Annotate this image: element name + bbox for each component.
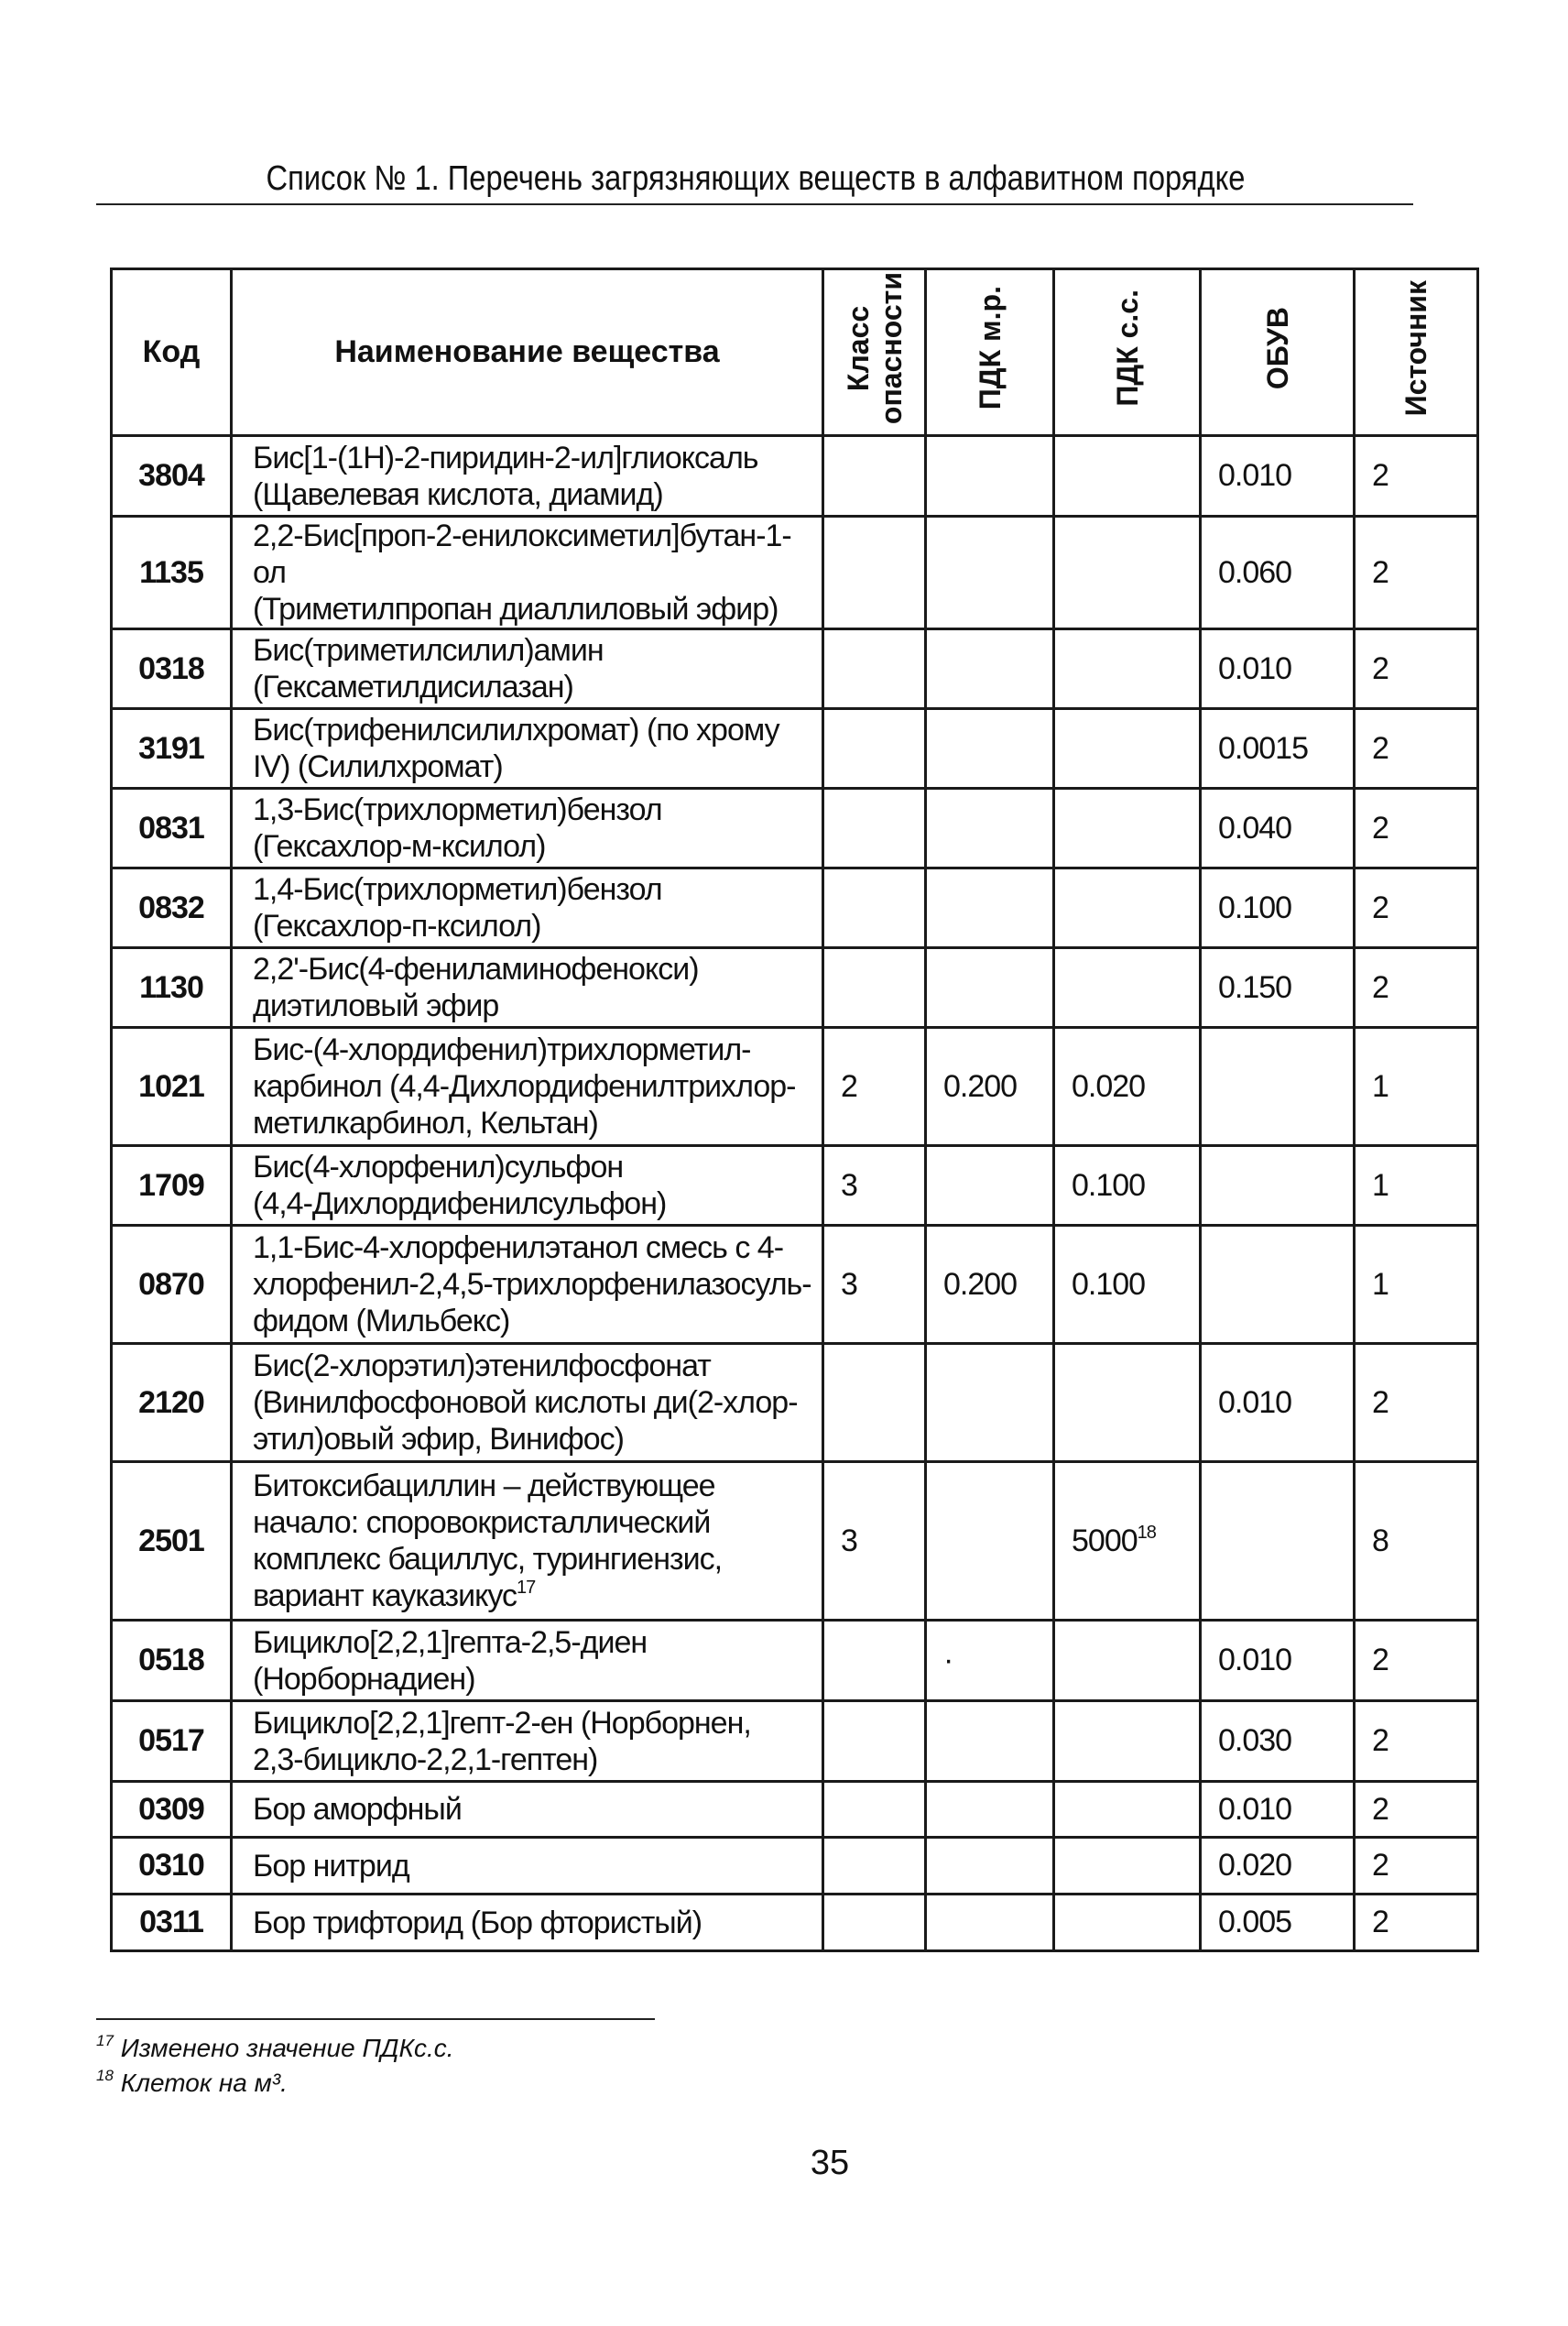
header-name: Наименование вещества [232,269,823,436]
row-name-line [253,476,814,513]
row-pdk-ss [1054,868,1201,948]
row-pdk-ss [1054,1226,1201,1344]
row-hazard-class [823,629,926,709]
row-name-text: 1,3-Бис(трихлорметил)бензол [253,792,662,827]
row-name-text: Бис(2-хлорэтил)этенилфосфонат [253,1349,711,1383]
row-hazard-class [823,517,926,629]
row-code: 1709 [112,1146,232,1226]
row-source: 2 [1355,1621,1478,1701]
header-code: Код [112,269,232,436]
row-name-text: Бицикло[2,2,1]гепта-2,5-диен [253,1624,648,1660]
row-pdk-mr: 0.200 [926,1226,1054,1344]
row-source: 1 [1355,1226,1478,1344]
row-hazard-class [823,868,926,948]
row-code: 0518 [112,1621,232,1701]
row-source: 2 [1355,1895,1478,1951]
row-name-line [253,828,814,865]
row-name-line [253,1504,814,1541]
row-pdk-mr: 0.200 [926,1028,1054,1146]
row-name-text: (Гексахлор-п-ксилол) [253,909,541,944]
footnote-rule [96,2018,655,2020]
row-name [232,1701,823,1782]
row-source: 2 [1355,436,1478,517]
row-name [232,1146,823,1226]
row-name-text: Бис(триметилсилил)амин [253,633,604,668]
row-pdk-mr [926,517,1054,629]
row-name-text: Бор аморфный [253,1792,462,1827]
row-pdk-mr: · [926,1621,1054,1701]
row-source: 2 [1355,517,1478,629]
row-name-line [253,1032,814,1068]
row-name-text: 1,4-Бис(трихлорметил)бензол [253,872,662,907]
row-name [232,1621,823,1701]
row-name-line [253,1661,814,1698]
header-pdk-ss-label: ПДК с.с. [1110,289,1144,407]
row-pdk-ss [1054,1701,1201,1782]
page-title: Список № 1. Перечень загрязняющих веществ в алфавитном порядке [266,159,1246,198]
row-source: 1 [1355,1028,1478,1146]
table-row [112,1462,1478,1621]
row-pdk-ss-value: 0.100 [1072,1266,1146,1302]
row-code: 0517 [112,1701,232,1782]
row-name-line [253,1468,814,1504]
row-name-text: Бис(трифенилсилилхромат) (по хрому [253,713,779,748]
row-name-text: (Гексаметилдисилазан) [253,670,573,704]
row-name-line [253,1624,814,1661]
row-name-line [253,632,814,669]
row-pdk-mr [926,1146,1054,1226]
row-code: 3191 [112,709,232,789]
row-obuv: 0.010 [1201,436,1355,517]
table-row [112,1701,1478,1782]
row-pdk-ss-value: 0.020 [1072,1068,1146,1104]
row-name-text: (4,4-Дихлордифенилсульфон) [253,1186,667,1221]
row-name-text: 1,1-Бис-4-хлорфенилэтанол смесь с 4- [253,1230,784,1265]
row-obuv: 0.010 [1201,1344,1355,1462]
row-pdk-ss [1054,1838,1201,1895]
row-pdk-ss [1054,948,1201,1028]
row-name [232,629,823,709]
row-name [232,1895,823,1951]
row-name [232,1838,823,1895]
row-name-line [253,1149,814,1185]
row-code: 1130 [112,948,232,1028]
row-name-line [253,518,814,591]
row-name-line [253,908,814,945]
row-pdk-mr [926,1701,1054,1782]
row-pdk-ss [1054,629,1201,709]
row-hazard-class [823,1344,926,1462]
footnote-17-mark: 17 [96,2032,114,2049]
row-code: 0311 [112,1895,232,1951]
row-name-text: фидом (Мильбекс) [253,1304,510,1338]
row-hazard-class: 3 [823,1146,926,1226]
header-pdk-ss [1054,269,1201,436]
footnote-ref: 17 [516,1578,536,1598]
row-name-line [253,1578,814,1614]
row-hazard-class [823,948,926,1028]
row-name-text: 2,3-бицикло-2,2,1-гептен) [253,1742,598,1777]
row-obuv: 0.100 [1201,868,1355,948]
row-name [232,789,823,868]
row-name-text: 2,2'-Бис(4-фениламинофенокси) [253,952,699,987]
row-name-text: начало: споровокристаллический [253,1505,711,1540]
header-pdk-mr-label: ПДК м.р. [973,286,1007,410]
row-source: 2 [1355,629,1478,709]
row-hazard-class: 3 [823,1226,926,1344]
row-name-line [253,871,814,908]
row-obuv: 0.150 [1201,948,1355,1028]
table-row [112,436,1478,517]
row-name-text: диэтиловый эфир [253,988,499,1023]
row-name-text: вариант кауказикус [253,1578,517,1613]
row-obuv: 0.010 [1201,1621,1355,1701]
row-name-text: (Гексахлор-м-ксилол) [253,829,546,864]
row-pdk-mr [926,709,1054,789]
table-row [112,1226,1478,1344]
row-code: 0831 [112,789,232,868]
substances-table [110,268,1479,1952]
row-name-line [253,1303,814,1339]
row-hazard-class: 3 [823,1462,926,1621]
row-name-line [253,748,814,785]
row-source: 2 [1355,789,1478,868]
row-name [232,1782,823,1838]
table-row [112,629,1478,709]
row-name-line [253,988,814,1024]
table-header-row [112,269,1478,436]
footnote-17-text: Изменено значение ПДКс.с. [120,2034,454,2062]
row-name-line [253,1705,814,1742]
row-pdk-ss [1054,1028,1201,1146]
row-source: 2 [1355,1344,1478,1462]
footnote-18-mark: 18 [96,2067,114,2084]
footnote-ref: 18 [1137,1522,1156,1543]
row-name [232,868,823,948]
row-name-text: Бор трифторид (Бор фтористый) [253,1905,702,1940]
row-name [232,948,823,1028]
row-hazard-class [823,1621,926,1701]
row-name-text: 2,2-Бис[проп-2-енилоксиметил]бутан-1-ол [253,519,791,590]
row-source: 1 [1355,1146,1478,1226]
row-name-text: хлорфенил-2,4,5-трихлорфенилазосуль- [253,1267,811,1302]
table-row [112,517,1478,629]
row-name-text: IV) (Силилхромат) [253,749,503,784]
table-row [112,1146,1478,1226]
row-name [232,709,823,789]
row-source: 2 [1355,948,1478,1028]
footnote-18-text: Клеток на м³. [120,2069,288,2097]
row-code: 3804 [112,436,232,517]
row-name [232,436,823,517]
row-hazard-class [823,1838,926,1895]
row-pdk-ss [1054,1344,1201,1462]
row-hazard-class [823,709,926,789]
row-code: 0310 [112,1838,232,1895]
table-row [112,1838,1478,1895]
row-pdk-mr [926,789,1054,868]
row-obuv: 0.040 [1201,789,1355,868]
row-pdk-mr [926,1462,1054,1621]
row-code: 0870 [112,1226,232,1344]
row-source: 2 [1355,1838,1478,1895]
row-name-line [253,1384,814,1421]
row-pdk-mr [926,629,1054,709]
row-source: 2 [1355,1782,1478,1838]
row-name-line [253,1742,814,1778]
table-row [112,1895,1478,1951]
row-name-text: (Триметилпропан диаллиловый эфир) [253,592,779,627]
row-name-line [253,1905,814,1941]
title-rule [96,203,1413,205]
row-obuv [1201,1146,1355,1226]
row-pdk-ss [1054,1782,1201,1838]
table-row [112,868,1478,948]
row-pdk-mr [926,436,1054,517]
page-number: 35 [810,2144,850,2182]
row-name-line [253,591,814,628]
table-row [112,1028,1478,1146]
row-name [232,517,823,629]
row-hazard-class [823,1895,926,1951]
row-name-line [253,1105,814,1141]
row-pdk-ss [1054,1621,1201,1701]
footnote-18 [96,2067,288,2100]
row-name-line [253,951,814,988]
row-code: 0318 [112,629,232,709]
row-pdk-mr [926,1782,1054,1838]
row-hazard-class [823,436,926,517]
row-obuv [1201,1462,1355,1621]
table-row [112,948,1478,1028]
table-row [112,1621,1478,1701]
row-name-text: (Щавелевая кислота, диамид) [253,476,663,512]
header-source [1355,269,1478,436]
row-pdk-ss [1054,1146,1201,1226]
row-pdk-ss [1054,709,1201,789]
row-name-line [253,1185,814,1222]
row-pdk-mr [926,1895,1054,1951]
row-code: 1135 [112,517,232,629]
row-obuv [1201,1226,1355,1344]
row-name-text: комплекс бациллус, турингиензис, [253,1542,723,1577]
row-name-line [253,440,814,476]
row-hazard-class [823,1782,926,1838]
row-source: 8 [1355,1462,1478,1621]
row-obuv [1201,1028,1355,1146]
row-obuv: 0.0015 [1201,709,1355,789]
header-source-label: Источник [1399,279,1432,417]
row-name-text: Бис[1-(1H)-2-пиридин-2-ил]глиоксаль [253,440,758,475]
row-name [232,1028,823,1146]
row-name-text: Бис-(4-хлордифенил)трихлорметил- [253,1032,751,1067]
row-pdk-ss [1054,517,1201,629]
row-hazard-class [823,789,926,868]
row-pdk-mr [926,1344,1054,1462]
table-row [112,789,1478,868]
footnote-17 [96,2032,454,2065]
row-obuv: 0.060 [1201,517,1355,629]
row-name-line [253,712,814,748]
row-name [232,1226,823,1344]
row-name-text: этил)овый эфир, Винифос) [253,1422,624,1457]
row-name-line [253,669,814,705]
row-source: 2 [1355,868,1478,948]
header-hazard-class [823,269,926,436]
row-obuv: 0.010 [1201,1782,1355,1838]
header-pdk-mr [926,269,1054,436]
table-row [112,1782,1478,1838]
row-name-text: Битоксибациллин – действующее [253,1469,715,1503]
row-name [232,1462,823,1621]
table-row [112,709,1478,789]
header-obuv [1201,269,1355,436]
row-code: 0832 [112,868,232,948]
row-name-line [253,1348,814,1384]
header-hazard-class-label: Класс опасности [841,271,908,425]
row-name-line [253,1421,814,1458]
row-name-line [253,1541,814,1578]
row-pdk-ss [1054,789,1201,868]
row-pdk-mr [926,1838,1054,1895]
row-pdk-ss [1054,436,1201,517]
row-name [232,1344,823,1462]
row-hazard-class: 2 [823,1028,926,1146]
row-source: 2 [1355,1701,1478,1782]
row-pdk-mr [926,948,1054,1028]
row-code: 2501 [112,1462,232,1621]
row-pdk-ss-value: 5000 [1072,1523,1138,1558]
row-name-text: Бор нитрид [253,1848,409,1884]
row-name-line [253,1068,814,1105]
row-name-text: метилкарбинол, Кельтан) [253,1106,598,1141]
row-name-line [253,1266,814,1303]
row-name-text: Бис(4-хлорфенил)сульфон [253,1150,624,1185]
row-pdk-ss-value: 0.100 [1072,1167,1146,1203]
row-code: 0309 [112,1782,232,1838]
row-name-text: Бицикло[2,2,1]гепт-2-ен (Норборнен, [253,1705,751,1741]
row-name-text: карбинол (4,4-Дихлордифенилтрихлор- [253,1069,796,1104]
row-obuv: 0.010 [1201,629,1355,709]
row-name-text: (Винилфосфоновой кислоты ди(2-хлор- [253,1385,798,1420]
row-obuv: 0.005 [1201,1895,1355,1951]
row-code: 2120 [112,1344,232,1462]
row-name-line [253,1229,814,1266]
row-pdk-mr [926,868,1054,948]
table-row [112,1344,1478,1462]
row-code: 1021 [112,1028,232,1146]
row-obuv: 0.030 [1201,1701,1355,1782]
row-source: 2 [1355,709,1478,789]
row-pdk-ss [1054,1895,1201,1951]
row-name-line [253,1791,814,1828]
row-hazard-class [823,1701,926,1782]
row-name-line [253,792,814,828]
row-name-line [253,1848,814,1884]
row-name-text: (Норборнадиен) [253,1661,475,1697]
header-obuv-label: ОБУВ [1260,306,1294,390]
row-pdk-ss [1054,1462,1201,1621]
row-obuv: 0.020 [1201,1838,1355,1895]
